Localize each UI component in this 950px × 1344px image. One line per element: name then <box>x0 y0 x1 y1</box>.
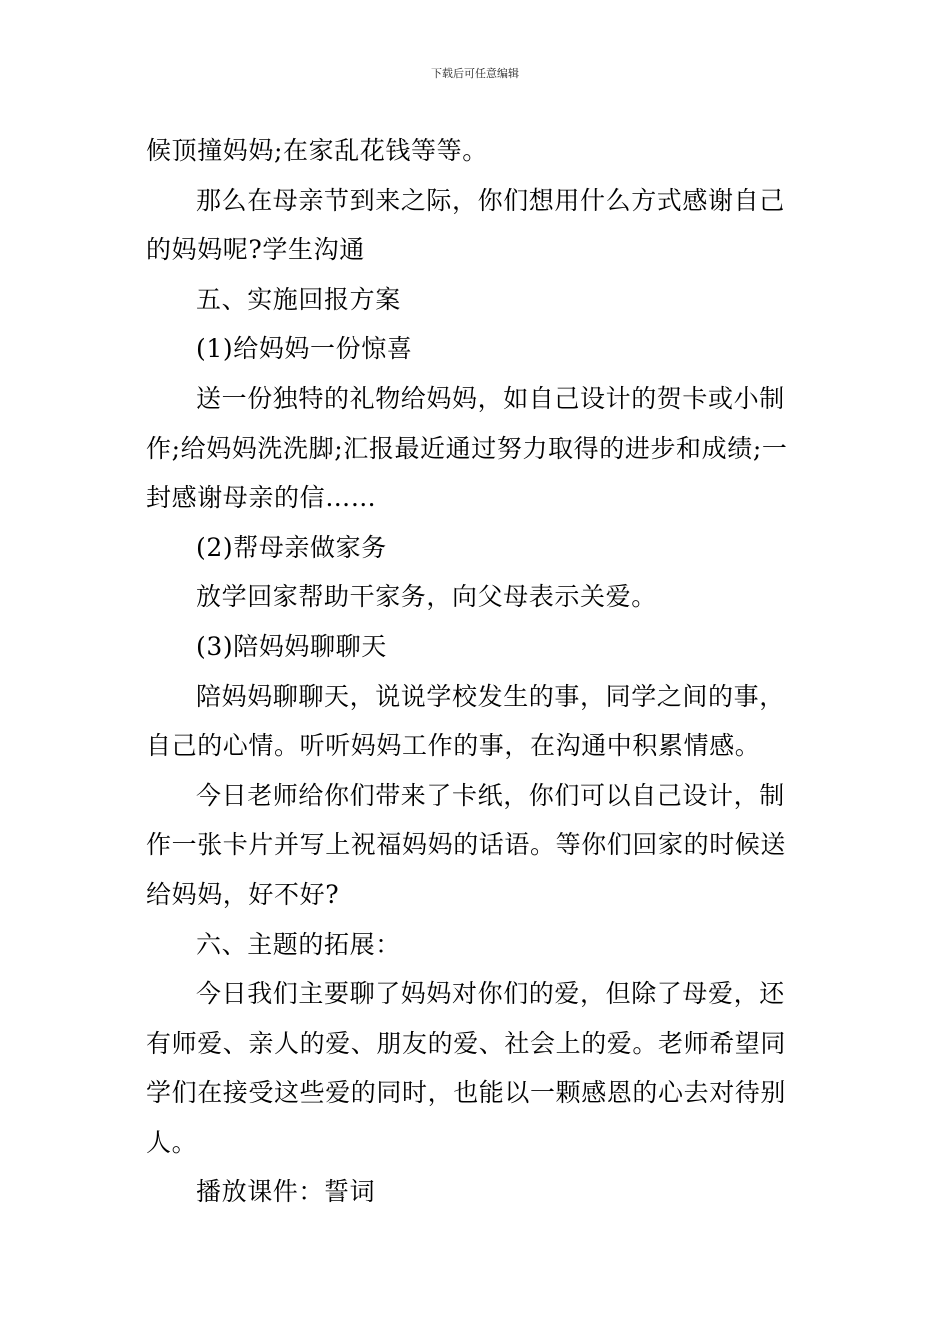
paragraph <box>146 672 806 771</box>
text-line: 人。 <box>146 1127 198 1157</box>
text-line: (2)帮母亲做家务 <box>196 532 387 562</box>
section-heading <box>146 275 806 325</box>
paragraph <box>146 126 806 176</box>
subsection-heading <box>146 622 806 672</box>
document-body <box>146 126 806 1217</box>
text-line: 播放课件：誓词 <box>196 1177 376 1207</box>
subsection-heading <box>146 324 806 374</box>
paragraph <box>146 176 806 275</box>
text-line: 的妈妈呢?学生沟通 <box>146 235 365 265</box>
text-line: (3)陪妈妈聊聊天 <box>196 631 387 661</box>
text-line: (1)给妈妈一份惊喜 <box>196 334 413 364</box>
text-line: 今日我们主要聊了妈妈对你们的爱，但除了母爱，还 <box>196 979 785 1009</box>
text-line: 有师爱、亲人的爱、朋友的爱、社会上的爱。老师希望同 <box>146 1028 787 1058</box>
text-line: 那么在母亲节到来之际，你们想用什么方式感谢自己 <box>196 185 785 215</box>
text-line: 作一张卡片并写上祝福妈妈的话语。等你们回家的时候送 <box>146 830 787 860</box>
text-line: 作;给妈妈洗洗脚;汇报最近通过努力取得的进步和成绩;一 <box>146 433 788 463</box>
text-line: 今日老师给你们带来了卡纸，你们可以自己设计，制 <box>196 780 785 810</box>
page-header-note: 下载后可任意编辑 <box>431 67 519 80</box>
paragraph <box>146 572 806 622</box>
text-line: 封感谢母亲的信…… <box>146 483 377 513</box>
text-line: 六、主题的拓展： <box>196 929 401 959</box>
text-line: 陪妈妈聊聊天，说说学校发生的事，同学之间的事， <box>196 681 785 711</box>
text-line: 候顶撞妈妈;在家乱花钱等等。 <box>146 136 488 165</box>
paragraph <box>146 374 806 523</box>
text-line: 送一份独特的礼物给妈妈，如自己设计的贺卡或小制 <box>196 383 785 413</box>
text-line: 五、实施回报方案 <box>196 284 401 314</box>
paragraph <box>146 771 806 920</box>
subsection-heading <box>146 523 806 573</box>
text-line: 放学回家帮助干家务，向父母表示关爱。 <box>196 582 657 612</box>
paragraph <box>146 1167 806 1217</box>
section-heading <box>146 920 806 970</box>
text-line: 学们在接受这些爱的同时，也能以一颗感恩的心去对待别 <box>146 1078 787 1108</box>
text-line: 给妈妈，好不好? <box>146 879 340 909</box>
text-line: 自己的心情。听听妈妈工作的事，在沟通中积累情感。 <box>146 731 761 761</box>
paragraph <box>146 969 806 1167</box>
